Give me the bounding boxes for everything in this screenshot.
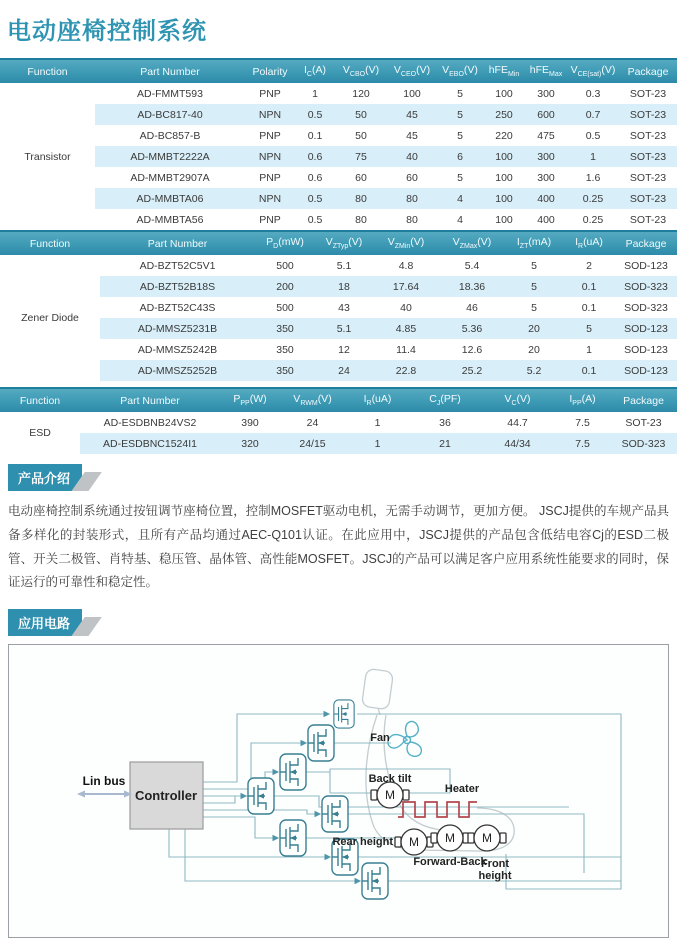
application-circuit-section-header: 应用电路 bbox=[8, 609, 82, 636]
table-cell: 7.5 bbox=[555, 433, 610, 454]
table-row bbox=[0, 433, 677, 454]
transistor-table bbox=[0, 58, 677, 230]
seat-outline bbox=[361, 668, 514, 851]
table-cell: 60 bbox=[406, 171, 418, 184]
table-cell: 400 bbox=[525, 188, 567, 209]
table-cell: 5 bbox=[531, 301, 537, 314]
table-cell: 350 bbox=[255, 360, 315, 381]
column-header: hFE$_{Max}$ bbox=[525, 59, 567, 83]
table-cell: 6 bbox=[437, 146, 483, 167]
table-cell: 0.1 bbox=[581, 301, 597, 314]
table-cell: 5.1 bbox=[315, 318, 373, 339]
table-cell: 11.4 bbox=[396, 343, 416, 356]
table-cell: SOD-323 bbox=[624, 301, 668, 314]
table-cell: 5 bbox=[505, 276, 563, 297]
table-cell: 60 bbox=[355, 171, 367, 184]
table-cell: 5 bbox=[531, 259, 537, 272]
column-header: $P_D(mW)$ bbox=[255, 231, 315, 255]
table-cell: 0.1 bbox=[307, 129, 323, 142]
table-cell: SOT-23 bbox=[619, 146, 677, 167]
svg-text:Forward-Back: Forward-Back bbox=[413, 856, 487, 868]
table-cell: 44.7 bbox=[507, 416, 528, 429]
table-cell: 475 bbox=[537, 129, 555, 142]
table-cell: 2 bbox=[586, 259, 592, 272]
zener-diode-table bbox=[0, 230, 677, 381]
function-cell: Zener Diode bbox=[0, 255, 100, 381]
mosfet-icon bbox=[280, 754, 306, 790]
table-cell: 45 bbox=[406, 129, 418, 142]
transistor-table-header-row bbox=[0, 59, 677, 83]
table-cell: AD-MMBT2907A bbox=[130, 171, 210, 184]
table-cell: 40 bbox=[387, 146, 437, 167]
table-cell: 40 bbox=[400, 301, 412, 314]
mosfet-icon bbox=[334, 700, 354, 728]
table-cell: 120 bbox=[352, 87, 370, 100]
table-cell: SOT-23 bbox=[629, 87, 667, 100]
svg-text:M: M bbox=[409, 835, 419, 849]
table-cell: AD-BZT52B18S bbox=[100, 276, 255, 297]
function-cell: Transistor bbox=[0, 83, 95, 230]
table-cell: 12 bbox=[338, 343, 350, 356]
zener-table-header-row bbox=[0, 231, 677, 255]
table-cell: 100 bbox=[483, 188, 525, 209]
table-cell: 1 bbox=[586, 343, 592, 356]
table-cell: 1 bbox=[345, 433, 410, 454]
table-cell: 4 bbox=[457, 213, 463, 226]
front-height-motor bbox=[468, 825, 512, 882]
product-intro-section-header: 产品介绍 bbox=[8, 464, 82, 491]
svg-text:M: M bbox=[385, 788, 395, 802]
table-cell: 500 bbox=[276, 259, 294, 272]
table-cell: AD-MMBTA06 bbox=[95, 188, 245, 209]
column-header: Polarity bbox=[245, 59, 295, 83]
table-cell: AD-ESDBNB24VS2 bbox=[103, 416, 197, 429]
mosfet-icon bbox=[280, 820, 306, 856]
table-row bbox=[0, 255, 677, 276]
table-row bbox=[0, 167, 677, 188]
table-cell: AD-MMBT2222A bbox=[95, 146, 245, 167]
table-cell: 220 bbox=[495, 129, 513, 142]
table-cell: SOT-23 bbox=[629, 129, 667, 142]
column-header: $V_{ZMax}(V)$ bbox=[439, 231, 505, 255]
table-cell: 21 bbox=[410, 433, 480, 454]
table-cell: 43 bbox=[338, 301, 350, 314]
heater-label: Heater bbox=[444, 783, 480, 795]
table-cell: 300 bbox=[537, 87, 555, 100]
svg-text:M: M bbox=[482, 831, 492, 845]
table-cell: AD-BZT52C5V1 bbox=[139, 259, 216, 272]
table-row bbox=[0, 412, 677, 433]
table-cell: 20 bbox=[505, 318, 563, 339]
table-row bbox=[0, 360, 677, 381]
column-header: $V_{CE(sat)}(V)$ bbox=[567, 59, 619, 83]
table-cell: 5.2 bbox=[505, 360, 563, 381]
table-cell: SOD-123 bbox=[615, 360, 677, 381]
column-header: $V_{ZTyp}(V)$ bbox=[315, 231, 373, 255]
function-cell: ESD bbox=[0, 412, 80, 454]
svg-text:Rear height: Rear height bbox=[332, 836, 393, 848]
table-row bbox=[0, 297, 677, 318]
table-cell: 0.7 bbox=[567, 104, 619, 125]
table-cell: 100 bbox=[483, 146, 525, 167]
svg-text:Front: Front bbox=[480, 858, 510, 870]
table-row bbox=[0, 125, 677, 146]
table-cell: 17.64 bbox=[373, 276, 439, 297]
column-header: $V_{EBO}(V)$ bbox=[437, 59, 483, 83]
svg-text:height: height bbox=[478, 870, 512, 882]
column-header: Function bbox=[0, 388, 80, 412]
table-cell: AD-MMSZ5242B bbox=[137, 343, 218, 356]
table-cell: SOD-323 bbox=[610, 433, 677, 454]
table-cell: 5.36 bbox=[439, 318, 505, 339]
table-cell: AD-BZT52C43S bbox=[139, 301, 216, 314]
table-cell: 1 bbox=[312, 87, 318, 100]
column-header: Part Number bbox=[80, 388, 220, 412]
table-cell: NPN bbox=[245, 104, 295, 125]
mosfet-icon bbox=[322, 796, 348, 832]
column-header: $I_R(uA)$ bbox=[345, 388, 410, 412]
table-cell: 320 bbox=[220, 433, 280, 454]
table-row bbox=[0, 188, 677, 209]
product-intro-paragraph: 电动座椅控制系统通过按钮调节座椅位置，控制MOSFET驱动电机，无需手动调节，更加方便。 JSCJ提供的车规产品具备多样化的封装形式，且所有产品均通过AEC-Q101认证。在此应用中，JSCJ提供的产品包含低结电容Cj的ESD二极管、开关二极管、肖特基、稳压管、晶体管、高性能MOSFET。JSCJ的产品可以满足客户应用系统性能要求的同时，保证运行的可靠性和稳定性。 bbox=[8, 504, 669, 590]
lin-bus bbox=[77, 774, 132, 798]
table-cell: 0.5 bbox=[295, 104, 335, 125]
mosfet-icon bbox=[248, 778, 274, 814]
table-cell: 100 bbox=[495, 213, 513, 226]
table-cell: AD-MMBTA56 bbox=[136, 213, 204, 226]
table-cell: 100 bbox=[495, 171, 513, 184]
table-cell: AD-ESDBNC1524I1 bbox=[80, 433, 220, 454]
table-cell: 300 bbox=[525, 146, 567, 167]
table-cell: 24 bbox=[315, 360, 373, 381]
table-cell: 12.6 bbox=[461, 343, 483, 356]
heater-icon bbox=[398, 802, 477, 817]
table-cell: SOT-23 bbox=[619, 104, 677, 125]
table-cell: 600 bbox=[525, 104, 567, 125]
table-row bbox=[0, 318, 677, 339]
table-cell: SOT-23 bbox=[629, 213, 667, 226]
column-header: $I_{ZT}(mA)$ bbox=[505, 231, 563, 255]
table-cell: 100 bbox=[403, 87, 421, 100]
table-cell: 5 bbox=[437, 104, 483, 125]
table-cell: 46 bbox=[466, 301, 478, 314]
table-row bbox=[0, 83, 677, 104]
table-cell: 200 bbox=[255, 276, 315, 297]
column-header: $V_{CEO}(V)$ bbox=[387, 59, 437, 83]
table-cell: 75 bbox=[335, 146, 387, 167]
column-header: $I_R(uA)$ bbox=[563, 231, 615, 255]
table-cell: SOT-23 bbox=[629, 171, 667, 184]
table-row bbox=[0, 209, 677, 230]
column-header: hFE$_{Min}$ bbox=[483, 59, 525, 83]
table-cell: 80 bbox=[335, 188, 387, 209]
table-cell: 80 bbox=[387, 188, 437, 209]
table-cell: PNP bbox=[259, 87, 281, 100]
column-header: $V_{RWM}(V)$ bbox=[280, 388, 345, 412]
table-cell: 5 bbox=[457, 129, 463, 142]
table-cell: 80 bbox=[355, 213, 367, 226]
table-cell: NPN bbox=[245, 188, 295, 209]
table-cell: AD-MMSZ5231B bbox=[100, 318, 255, 339]
table-cell: SOD-123 bbox=[624, 259, 668, 272]
table-cell: 5 bbox=[457, 171, 463, 184]
svg-text:Controller: Controller bbox=[134, 788, 198, 803]
table-cell: 400 bbox=[537, 213, 555, 226]
table-cell: 0.5 bbox=[585, 129, 601, 142]
application-circuit-diagram bbox=[8, 644, 669, 938]
table-cell: AD-FMMT593 bbox=[137, 87, 203, 100]
table-cell: 20 bbox=[528, 343, 540, 356]
table-cell: 390 bbox=[241, 416, 259, 429]
column-header: $I_C(A)$ bbox=[295, 59, 335, 83]
table-cell: SOD-123 bbox=[624, 343, 668, 356]
table-cell: 45 bbox=[387, 104, 437, 125]
table-cell: SOT-23 bbox=[625, 416, 662, 429]
mosfet-icon bbox=[362, 863, 388, 899]
table-cell: 0.5 bbox=[295, 188, 335, 209]
esd-table bbox=[0, 387, 677, 454]
table-cell: 350 bbox=[255, 318, 315, 339]
column-header: Package bbox=[615, 231, 677, 255]
column-header: Part Number bbox=[95, 59, 245, 83]
table-cell: 5 bbox=[457, 87, 463, 100]
table-cell: 0.1 bbox=[563, 276, 615, 297]
table-row bbox=[0, 104, 677, 125]
table-cell: 1 bbox=[567, 146, 619, 167]
table-cell: 24/15 bbox=[280, 433, 345, 454]
table-cell: 1 bbox=[374, 416, 381, 429]
column-header: $V_{CBO}(V)$ bbox=[335, 59, 387, 83]
table-cell: PNP bbox=[259, 171, 281, 184]
column-header: Package bbox=[610, 388, 677, 412]
table-cell: 0.6 bbox=[295, 146, 335, 167]
mosfet-icon bbox=[308, 725, 334, 761]
column-header: $C_J(PF)$ bbox=[410, 388, 480, 412]
table-cell: 0.5 bbox=[307, 213, 323, 226]
table-cell: 4.8 bbox=[398, 259, 414, 272]
circuit-svg bbox=[9, 645, 668, 935]
column-header: Function bbox=[0, 231, 100, 255]
table-cell: 0.6 bbox=[307, 171, 323, 184]
table-cell: 80 bbox=[406, 213, 418, 226]
table-cell: 0.25 bbox=[567, 188, 619, 209]
column-header: $I_{PP}(A)$ bbox=[555, 388, 610, 412]
table-cell: 7.5 bbox=[575, 416, 590, 429]
table-cell: 18 bbox=[315, 276, 373, 297]
table-cell: 44/34 bbox=[480, 433, 555, 454]
table-cell: 500 bbox=[276, 301, 294, 314]
table-cell: 5.1 bbox=[336, 259, 352, 272]
column-header: Function bbox=[0, 59, 95, 83]
table-cell: 0.3 bbox=[585, 87, 601, 100]
table-cell: 250 bbox=[483, 104, 525, 125]
table-row bbox=[0, 146, 677, 167]
table-cell: 25.2 bbox=[439, 360, 505, 381]
table-cell: 300 bbox=[537, 171, 555, 184]
table-cell: AD-BC817-40 bbox=[95, 104, 245, 125]
table-cell: SOD-123 bbox=[615, 318, 677, 339]
table-cell: 50 bbox=[335, 104, 387, 125]
table-cell: 0.1 bbox=[563, 360, 615, 381]
table-cell: PNP bbox=[259, 213, 281, 226]
table-cell: 18.36 bbox=[439, 276, 505, 297]
table-cell: 4 bbox=[437, 188, 483, 209]
table-cell: 0.25 bbox=[582, 213, 604, 226]
column-header: $P_{PP}(W)$ bbox=[220, 388, 280, 412]
controller-box bbox=[130, 762, 203, 829]
table-cell: 350 bbox=[276, 343, 294, 356]
svg-text:Lin bus: Lin bus bbox=[82, 774, 126, 788]
fan-icon bbox=[385, 721, 423, 759]
table-cell: AD-MMSZ5252B bbox=[100, 360, 255, 381]
table-cell: 22.8 bbox=[373, 360, 439, 381]
fan-label: Fan bbox=[370, 732, 390, 744]
table-row bbox=[0, 339, 677, 360]
table-cell: SOD-323 bbox=[615, 276, 677, 297]
table-cell: 5.4 bbox=[464, 259, 480, 272]
table-cell: NPN bbox=[245, 146, 295, 167]
column-header: $V_{ZMin}(V)$ bbox=[373, 231, 439, 255]
table-cell: PNP bbox=[259, 129, 281, 142]
column-header: $V_C(V)$ bbox=[480, 388, 555, 412]
table-row bbox=[0, 276, 677, 297]
table-cell: 50 bbox=[355, 129, 367, 142]
table-cell: 1.6 bbox=[585, 171, 601, 184]
esd-table-header-row bbox=[0, 388, 677, 412]
column-header: Package bbox=[619, 59, 677, 83]
table-cell: 5 bbox=[563, 318, 615, 339]
table-cell: 36 bbox=[439, 416, 451, 429]
svg-text:Back tilt: Back tilt bbox=[368, 773, 412, 785]
svg-text:M: M bbox=[445, 831, 455, 845]
table-cell: AD-BC857-B bbox=[139, 129, 201, 142]
page-title: 电动座椅控制系统 bbox=[7, 18, 207, 45]
table-cell: 4.85 bbox=[373, 318, 439, 339]
table-cell: 24 bbox=[306, 416, 319, 429]
column-header: Part Number bbox=[100, 231, 255, 255]
table-cell: 100 bbox=[495, 87, 513, 100]
table-cell: SOT-23 bbox=[619, 188, 677, 209]
